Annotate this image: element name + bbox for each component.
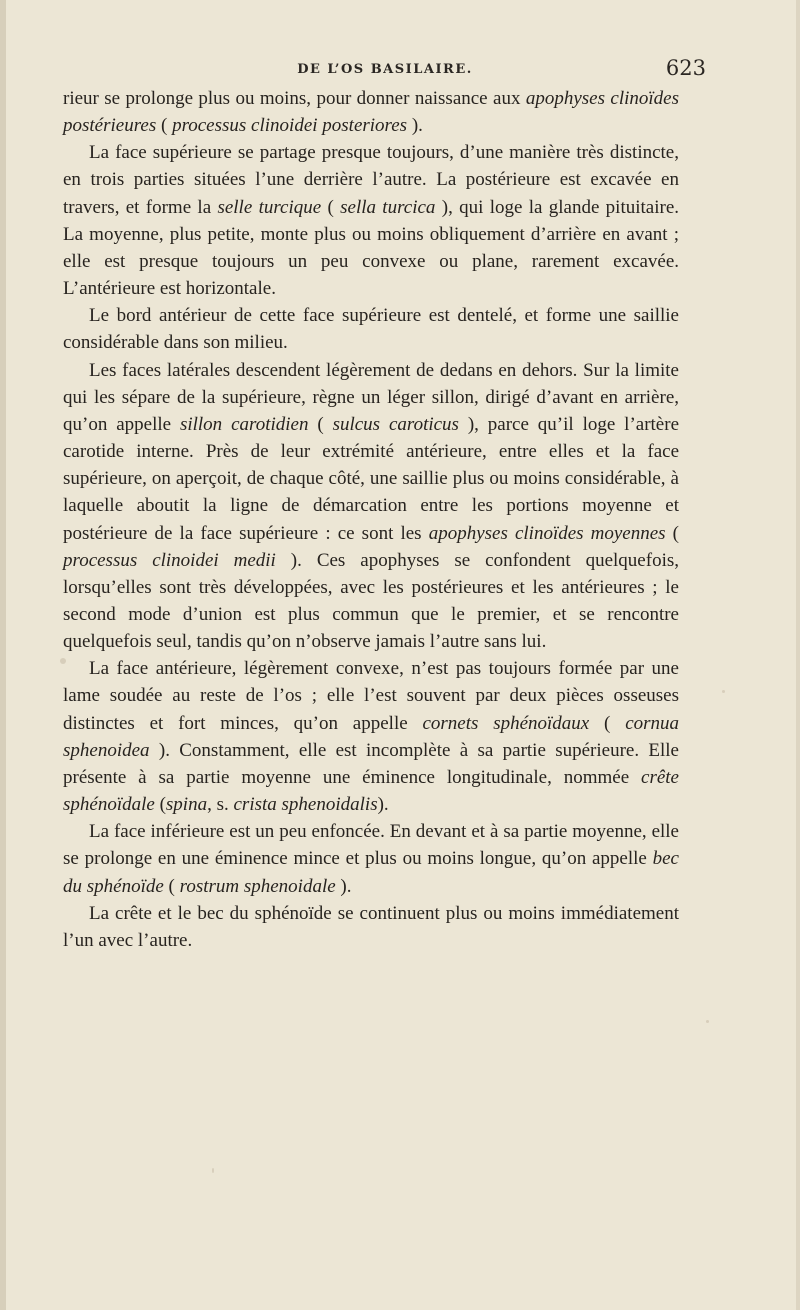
paper-speck xyxy=(60,658,66,664)
text-run: ). xyxy=(407,115,423,137)
paragraph xyxy=(63,85,679,139)
italic-term: selle turcique xyxy=(217,196,322,218)
italic-term: sulcus caroticus xyxy=(332,413,459,435)
italic-term: apophyses clinoïdes postérieures xyxy=(63,88,679,137)
page-number: 623 xyxy=(665,56,706,80)
italic-term: sella turcica xyxy=(340,196,436,218)
paper-speck xyxy=(706,1020,709,1023)
text-run: ). xyxy=(335,875,352,897)
text-run: ( xyxy=(154,794,166,816)
text-run: ( xyxy=(163,875,180,897)
italic-term: processus clinoidei posteriores xyxy=(172,115,408,137)
text-run: ). xyxy=(377,794,389,816)
text-run: Le bord antérieur de cette face supérieure est dentelé, et forme une saillie considérable dans son milieu. xyxy=(63,305,679,354)
text-run: ( xyxy=(589,712,626,734)
italic-term: sillon carotidien xyxy=(179,413,309,435)
paper-speck xyxy=(722,690,725,693)
page-edge-right xyxy=(796,0,800,1310)
text-run: La face antérieure, légèrement convexe, n’est pas toujours formée par une lame soudée au reste de l’os ; elle l’est souvent par deux pièces osseuses distinctes et fort minces, qu’on appelle xyxy=(63,658,679,734)
paragraph xyxy=(63,900,679,954)
paragraph xyxy=(63,302,679,356)
page-edge-left xyxy=(0,0,6,1310)
italic-term: cornua sphenoidea xyxy=(63,712,680,761)
text-run: ). Ces apophyses se confondent quelquefois, lorsqu’elles sont très développées, avec les postérieures et les antérieures ; le second mode d’union est plus commun que le premier, et se rencontre quelquefois seul, tandis qu’on n’observe jamais l’autre sans lui. xyxy=(63,549,679,653)
paper-speck xyxy=(212,1168,214,1173)
text-run: La face supérieure se partage presque toujours, d’une manière très distincte, en trois parties situées l’une derrière l’autre. La postérieure est excavée en travers, et forme la xyxy=(63,142,679,218)
text-run: Les faces latérales descendent légèrement de dedans en dehors. Sur la limite qui les sépare de la supérieure, règne un léger sillon, dirigé d’avant en arrière, qu’on appelle xyxy=(63,359,679,435)
italic-term: bec du sphénoïde xyxy=(63,848,679,897)
text-run: ). Constamment, elle est incomplète à sa partie supérieure. Elle présente à sa partie moyenne une éminence longitudinale, nommée xyxy=(63,739,679,788)
italic-term: crista sphenoidalis xyxy=(233,794,378,816)
text-run: rieur se prolonge plus ou moins, pour donner naissance aux xyxy=(63,88,526,109)
paragraph xyxy=(63,357,679,656)
text-run: ( xyxy=(156,115,173,137)
paragraph xyxy=(63,655,679,818)
text-run: La face inférieure est un peu enfoncée. En devant et à sa partie moyenne, elle se prolonge en une éminence mince et plus ou moins longue, qu’on appelle xyxy=(63,821,679,870)
text-run: ), qui loge la glande pituitaire. La moyenne, plus petite, monte plus ou moins obliquement d’arrière en avant ; elle est presque toujours un peu convexe ou plane, rarement excavée. L’antérieure est horizontale. xyxy=(63,196,680,300)
text-run: ( xyxy=(321,196,341,218)
text-run: ( xyxy=(308,413,333,435)
page-header xyxy=(62,56,708,86)
paragraph xyxy=(63,139,679,302)
italic-term: cornets sphénoïdaux xyxy=(422,712,590,734)
body-text xyxy=(63,85,679,954)
text-run: La crête et le bec du sphénoïde se continuent plus ou moins immédiatement l’un avec l’autre. xyxy=(63,902,679,951)
text-run: ), parce qu’il loge l’artère carotide interne. Près de leur extrémité antérieure, entre elles et la face supérieure, on aperçoit, de chaque côté, une saillie plus ou moins considérable, à laquelle aboutit la ligne de démarcation entre les portions moyenne et postérieure de la face supérieure : ce sont les xyxy=(63,413,680,544)
italic-term: processus clinoidei medii xyxy=(63,549,276,571)
italic-term: spina xyxy=(165,794,208,816)
text-run: , s. xyxy=(207,794,234,816)
italic-term: crête sphénoïdale xyxy=(63,766,679,816)
paragraph xyxy=(63,818,679,899)
running-title: DE L’OS BASILAIRE. xyxy=(297,62,473,77)
text-run: ( xyxy=(665,522,680,544)
italic-term: rostrum sphenoidale xyxy=(179,875,336,897)
italic-term: apophyses clinoïdes moyennes xyxy=(428,522,666,544)
